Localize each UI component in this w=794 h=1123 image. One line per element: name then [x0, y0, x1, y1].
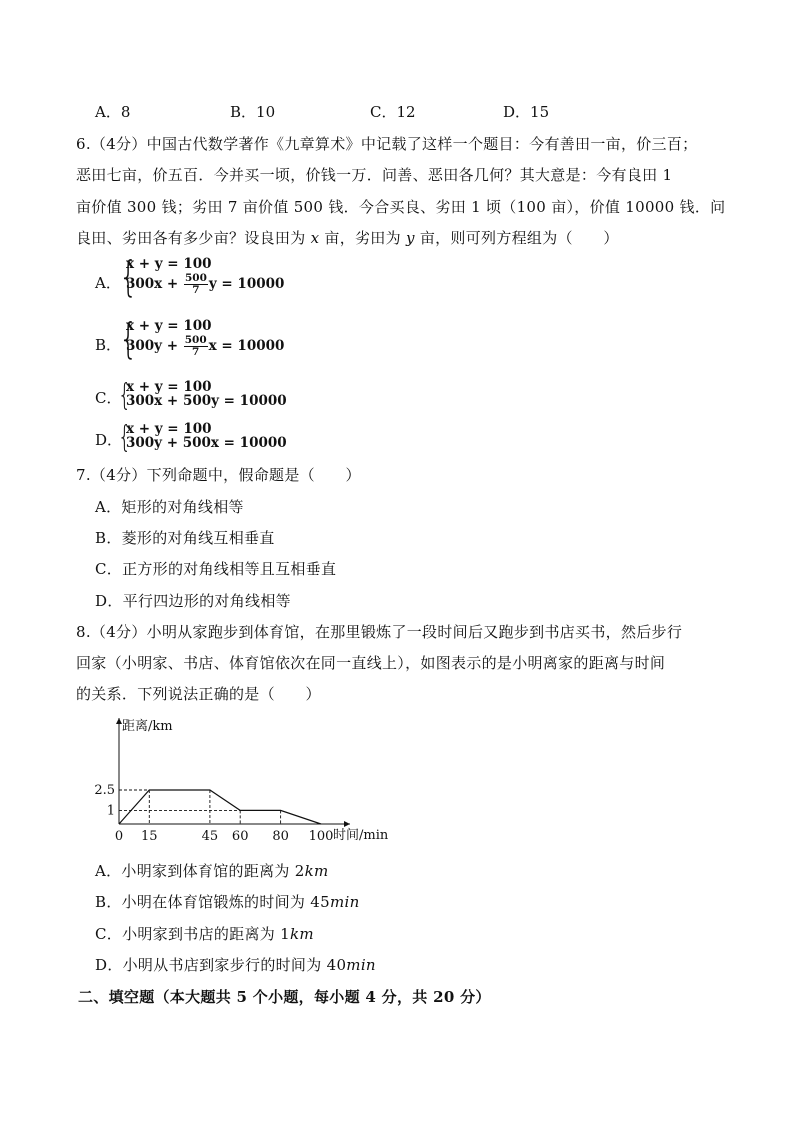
- q7-option-b: B．菱形的对角线互相垂直: [95, 529, 275, 547]
- fraction: $\frac{500}{7}$: [184, 334, 207, 358]
- q6-line-4: 良田、劣田各有多少亩？设良田为 x 亩，劣田为 y 亩，则可列方程组为（ ）: [76, 229, 619, 247]
- q8-option-d: D．小明从书店到家步行的时间为 40min: [95, 956, 376, 974]
- var-y: y: [405, 229, 415, 247]
- fraction: $\frac{500}{7}$: [184, 272, 207, 296]
- x-tick-label: 60: [231, 829, 249, 844]
- q5-option-a: A．8: [95, 103, 131, 121]
- distance-time-graph: [94, 712, 410, 847]
- q5-option-d: D．15: [503, 103, 550, 121]
- y-axis-label: 距离/km: [122, 719, 173, 734]
- brace-icon: {: [117, 420, 132, 455]
- q8-line-3: 的关系．下列说法正确的是（ ）: [76, 685, 321, 703]
- q5-option-c: C．12: [370, 103, 416, 121]
- x-tick-label: 15: [141, 829, 158, 844]
- q8-option-b: B．小明在体育馆锻炼的时间为 45min: [95, 893, 360, 911]
- var-x: x: [310, 229, 320, 247]
- q6-line-3: 亩价值 300 钱；劣田 7 亩价值 500 钱．今合买良、劣田 1 顷（100 亩），价值 10000 钱．问: [76, 198, 726, 216]
- q8-line-1: 8.（4分）小明从家跑步到体育馆，在那里锻炼了一段时间后又跑步到书店买书，然后步行: [76, 623, 683, 641]
- q8-option-c: C．小明家到书店的距离为 1km: [95, 925, 314, 943]
- x-tick-label: 80: [272, 829, 289, 844]
- brace-icon: {: [119, 314, 138, 363]
- q6-line-1: 6.（4分）中国古代数学著作《九章算术》中记载了这样一个题目：今有善田一亩，价三百；: [76, 135, 698, 153]
- x-axis-label: 时间/min: [333, 828, 389, 843]
- q7-option-c: C．正方形的对角线相等且互相垂直: [95, 560, 337, 578]
- q7-stem: 7.（4分）下列命题中，假命题是（ ）: [76, 466, 361, 484]
- x-tick-label: 0: [114, 829, 124, 844]
- brace-icon: {: [117, 378, 132, 413]
- q7-option-d: D．平行四边形的对角线相等: [95, 592, 291, 610]
- q5-option-b: B．10: [230, 103, 276, 121]
- y-tick-label: 1: [106, 803, 115, 819]
- x-tick-label: 100: [308, 829, 334, 844]
- q7-option-a: A．矩形的对角线相等: [95, 498, 244, 516]
- q8-line-2: 回家（小明家、书店、体育馆依次在同一直线上），如图表示的是小明离家的距离与时间: [76, 654, 666, 672]
- x-tick-label: 45: [201, 829, 219, 844]
- brace-icon: {: [119, 252, 138, 301]
- section-heading: 二、填空题（本大题共 5 个小题，每小题 4 分，共 20 分）: [78, 988, 491, 1006]
- q8-option-a: A．小明家到体育馆的距离为 2km: [95, 862, 329, 880]
- q6-line-2: 恶田七亩，价五百．今并买一顷，价钱一万．问善、恶田各几何？其大意是：今有良田 1: [76, 166, 673, 184]
- y-tick-label: 2.5: [94, 783, 115, 798]
